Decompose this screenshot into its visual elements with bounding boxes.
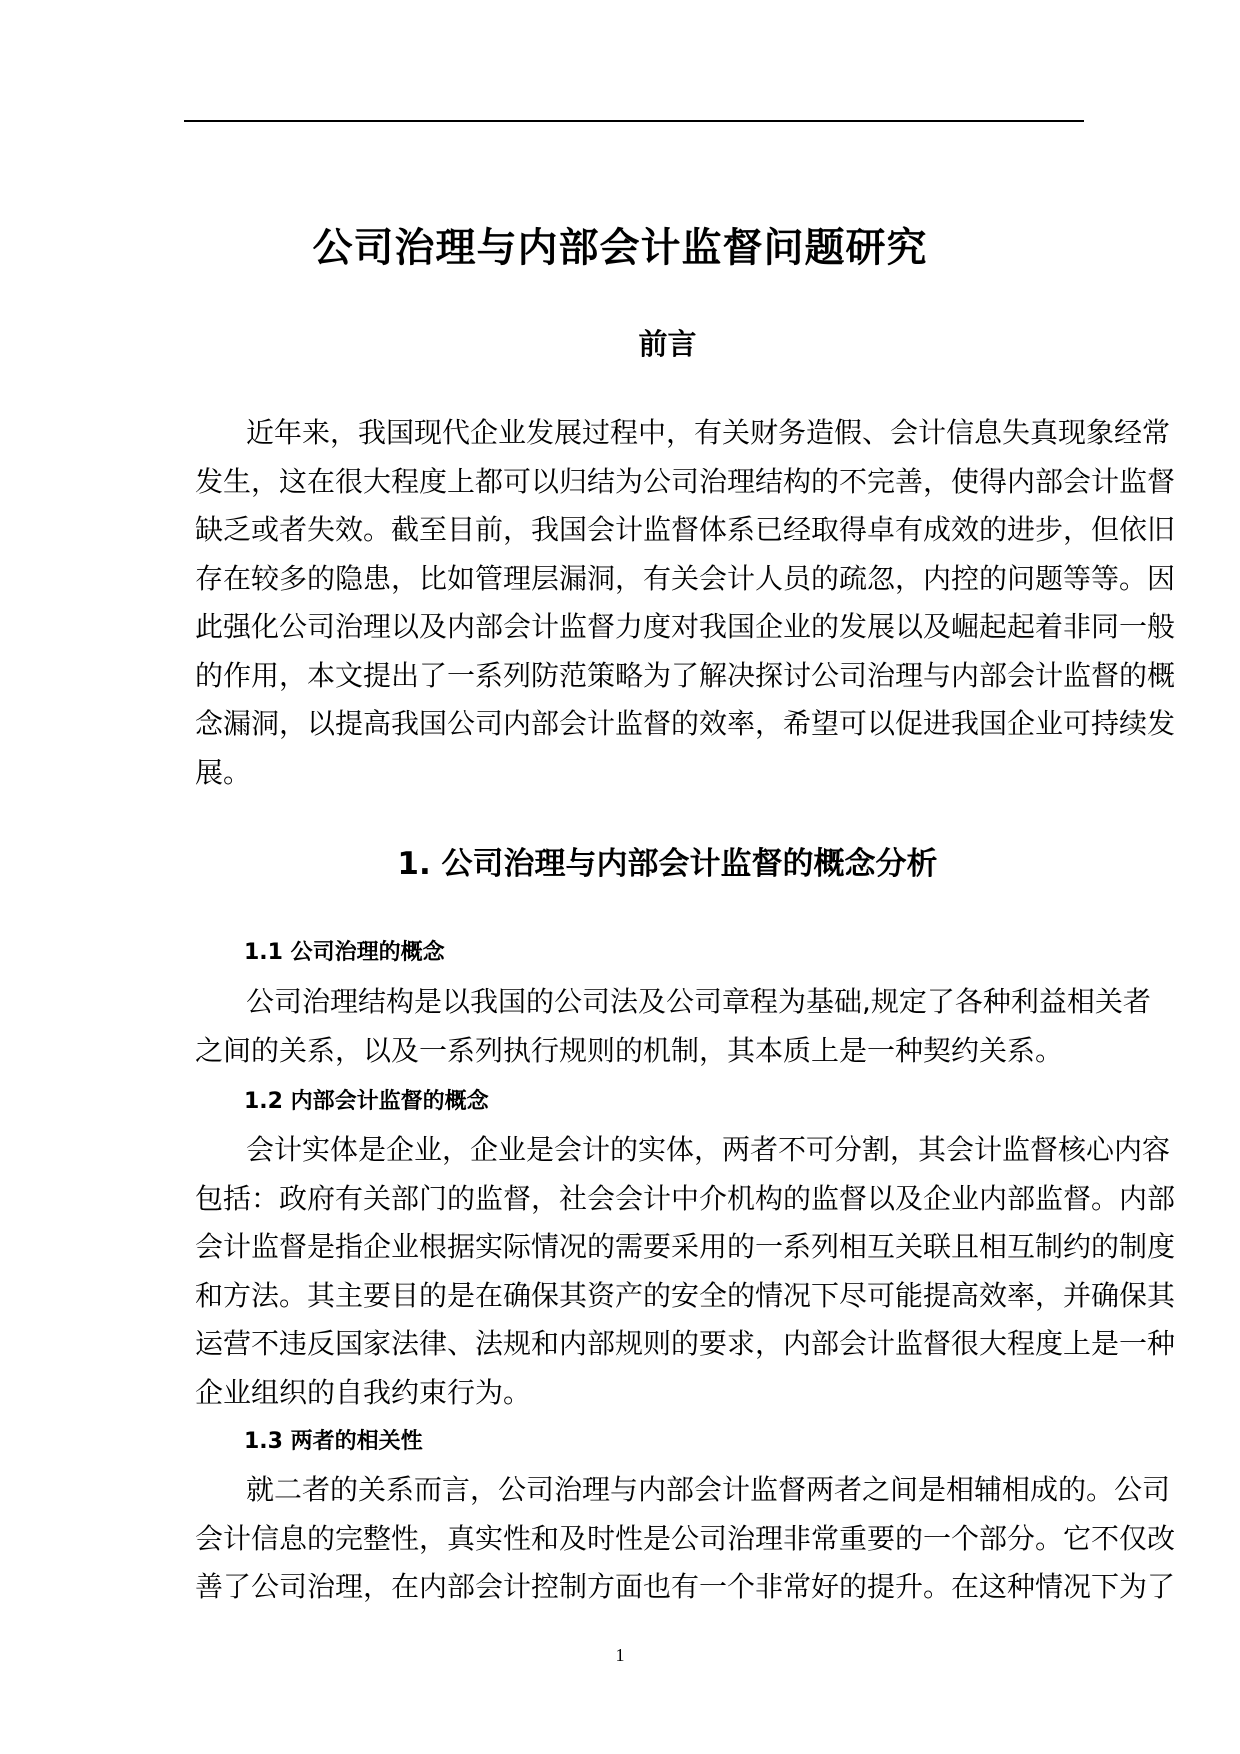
document-title: 公司治理与内部会计监督问题研究 bbox=[312, 225, 928, 271]
paragraph-line: 展。 bbox=[195, 755, 252, 789]
paragraph-line: 公司治理结构是以我国的公司法及公司章程为基础,规定了各种利益相关者 bbox=[246, 985, 1151, 1018]
subsection-1-3-paragraph bbox=[195, 1466, 1176, 1612]
paragraph-line: 就二者的关系而言，公司治理与内部会计监督两者之间是相辅相成的。公司 bbox=[246, 1473, 1171, 1506]
preface-heading: 前言 bbox=[638, 327, 697, 361]
paragraph-line: 运营不违反国家法律、法规和内部规则的要求，内部会计监督很大程度上是一种 bbox=[195, 1327, 1176, 1360]
paragraph-line: 的作用，本文提出了一系列防范策略为了解决探讨公司治理与内部会计监督的概 bbox=[195, 658, 1176, 692]
subsection-1-3-heading: 1.3 两者的相关性 bbox=[244, 1429, 423, 1454]
subsection-1-2-heading: 1.2 内部会计监督的概念 bbox=[244, 1089, 489, 1114]
paragraph-line: 念漏洞，以提高我国公司内部会计监督的效率，希望可以促进我国企业可持续发 bbox=[195, 707, 1176, 740]
subsection-1-1-paragraph bbox=[195, 978, 1151, 1075]
preface-paragraph bbox=[195, 409, 1176, 797]
paragraph-line: 会计实体是企业，企业是会计的实体，两者不可分割，其会计监督核心内容 bbox=[246, 1133, 1171, 1166]
paragraph-line: 存在较多的隐患，比如管理层漏洞，有关会计人员的疏忽，内控的问题等等。因 bbox=[195, 561, 1176, 595]
paragraph-line: 发生，这在很大程度上都可以归结为公司治理结构的不完善，使得内部会计监督 bbox=[195, 464, 1176, 498]
header-rule bbox=[184, 120, 1084, 122]
paragraph-line: 近年来，我国现代企业发展过程中，有关财务造假、会计信息失真现象经常 bbox=[246, 416, 1171, 449]
subsection-1-1-heading: 1.1 公司治理的概念 bbox=[244, 940, 445, 965]
paragraph-line: 此强化公司治理以及内部会计监督力度对我国企业的发展以及崛起起着非同一般 bbox=[195, 610, 1176, 643]
subsection-1-2-paragraph bbox=[195, 1126, 1176, 1417]
paragraph-line: 会计监督是指企业根据实际情况的需要采用的一系列相互关联且相互制约的制度 bbox=[195, 1230, 1176, 1263]
paragraph-line: 善了公司治理，在内部会计控制方面也有一个非常好的提升。在这种情况下为了 bbox=[195, 1570, 1176, 1603]
paragraph-line: 缺乏或者失效。截至目前，我国会计监督体系已经取得卓有成效的进步，但依旧 bbox=[195, 513, 1176, 546]
paragraph-line: 包括：政府有关部门的监督，社会会计中介机构的监督以及企业内部监督。内部 bbox=[195, 1181, 1176, 1215]
paragraph-line: 和方法。其主要目的是在确保其资产的安全的情况下尽可能提高效率，并确保其 bbox=[195, 1278, 1176, 1312]
paragraph-line: 企业组织的自我约束行为。 bbox=[195, 1375, 532, 1409]
section-1-heading: 1. 公司治理与内部会计监督的概念分析 bbox=[397, 846, 938, 882]
paragraph-line: 会计信息的完整性，真实性和及时性是公司治理非常重要的一个部分。它不仅改 bbox=[195, 1521, 1176, 1555]
page-number: 1 bbox=[615, 1645, 625, 1665]
paragraph-line: 之间的关系，以及一系列执行规则的机制，其本质上是一种契约关系。 bbox=[195, 1033, 1064, 1067]
